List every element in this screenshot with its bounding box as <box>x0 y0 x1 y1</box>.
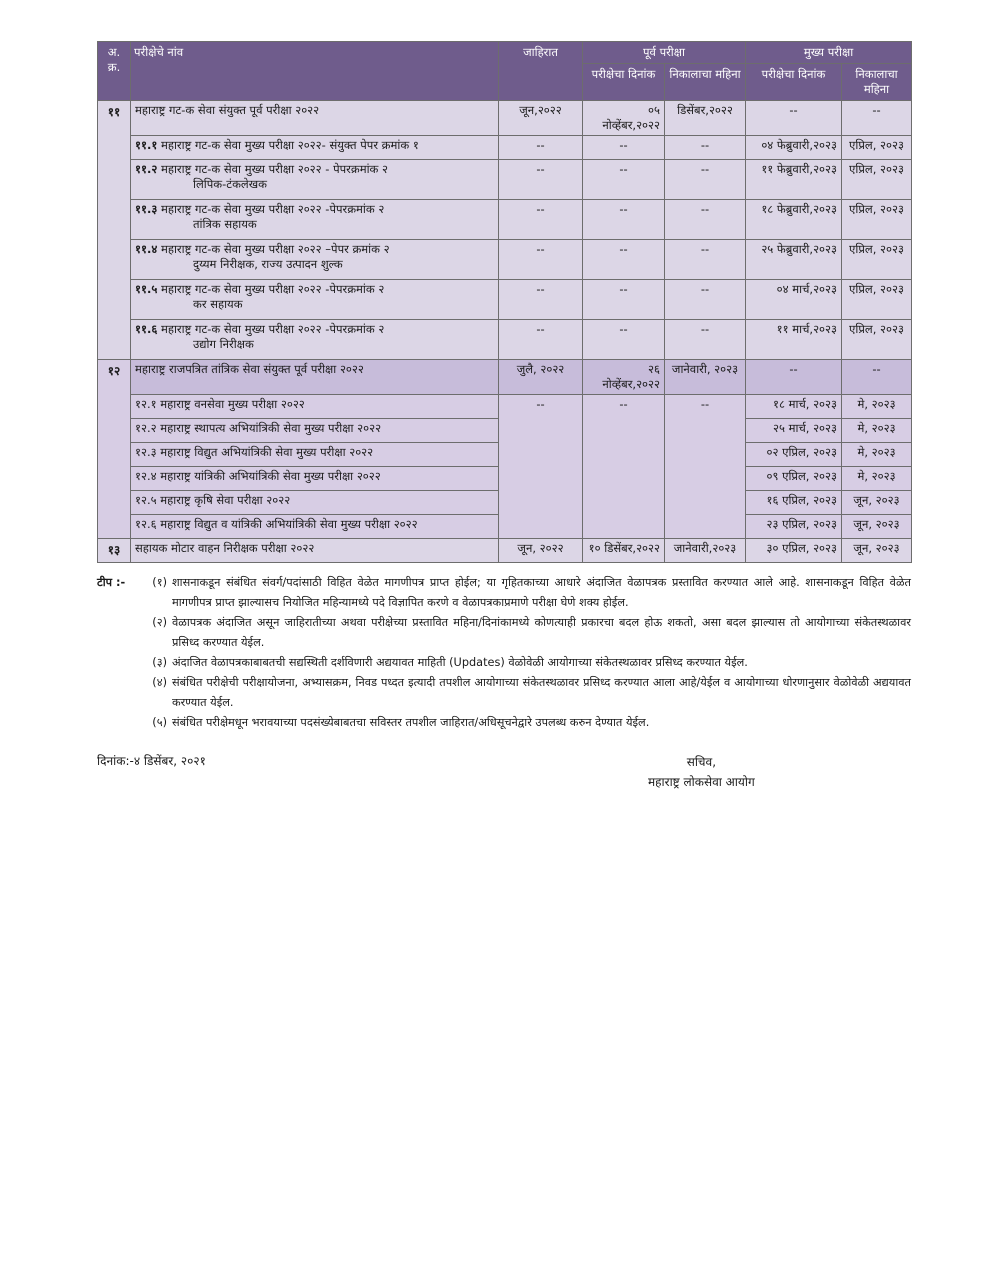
note-indent <box>97 713 137 733</box>
mains-result-cell: जून, २०२३ <box>842 491 912 515</box>
exam-name-cell: १२.५ महाराष्ट्र कृषि सेवा परीक्षा २०२२ <box>131 491 499 515</box>
sub-post: तांत्रिक सहायक <box>193 217 257 231</box>
prelim-date-cell: -- <box>583 320 665 360</box>
prelim-date-cell: -- <box>583 280 665 320</box>
mains-date-cell: १८ मार्च, २०२३ <box>746 395 842 419</box>
mains-date-cell: ०४ फेब्रुवारी,२०२३ <box>746 136 842 160</box>
exam-schedule-table <box>97 41 912 563</box>
prelim-result-cell: -- <box>665 200 746 240</box>
advert-cell: -- <box>499 320 583 360</box>
sub-number: ११.६ <box>135 322 158 336</box>
exam-name-cell <box>131 320 499 360</box>
signatory-title: सचिव, <box>686 755 717 769</box>
mains-result-cell: मे, २०२३ <box>842 419 912 443</box>
mains-result-cell: एप्रिल, २०२३ <box>842 160 912 200</box>
exam-name-cell: १२.६ महाराष्ट्र विद्युत व यांत्रिकी अभियांत्रिकी सेवा मुख्य परीक्षा २०२२ <box>131 515 499 539</box>
exam-schedule-sheet <box>97 41 911 563</box>
notes-section <box>97 573 911 733</box>
mains-result-cell: -- <box>842 360 912 395</box>
prelim-result-cell: जानेवारी,२०२३ <box>665 539 746 563</box>
signature-block <box>648 752 755 792</box>
prelim-result-cell: -- <box>665 240 746 280</box>
sub-number: ११.१ <box>135 138 158 152</box>
header-mains: मुख्य परीक्षा <box>746 42 912 64</box>
note-text: संबंधित परीक्षेमधून भरावयाच्या पदसंख्येबाबतचा सविस्तर तपशील जाहिरात/अधिसूचनेद्वारे उपलब्ध करुन देण्यात येईल. <box>172 716 650 729</box>
sub-post: कर सहायक <box>193 297 243 311</box>
mains-date-cell: ११ फेब्रुवारी,२०२३ <box>746 160 842 200</box>
mains-result-cell: मे, २०२३ <box>842 395 912 419</box>
mains-date-cell: ०४ मार्च,२०२३ <box>746 280 842 320</box>
mains-result-cell: जून, २०२३ <box>842 539 912 563</box>
mains-date-cell: ३० एप्रिल, २०२३ <box>746 539 842 563</box>
signatory-org: महाराष्ट्र लोकसेवा आयोग <box>648 775 755 789</box>
mains-result-cell: मे, २०२३ <box>842 467 912 491</box>
sub-title: महाराष्ट्र गट-क सेवा मुख्य परीक्षा २०२२ -पेपरक्रमांक २ <box>160 282 385 296</box>
header-mains-result: निकालाचा महिना <box>842 64 912 101</box>
prelim-date-cell: -- <box>583 136 665 160</box>
note-item <box>97 673 911 713</box>
note-number: (४) <box>152 676 167 689</box>
mains-date-cell: ११ मार्च,२०२३ <box>746 320 842 360</box>
table-row <box>98 136 912 160</box>
prelim-result-cell: डिसेंबर,२०२२ <box>665 101 746 136</box>
table-row <box>98 360 912 395</box>
note-number: (३) <box>152 656 167 669</box>
mains-date-cell: २५ फेब्रुवारी,२०२३ <box>746 240 842 280</box>
mains-result-cell: जून, २०२३ <box>842 515 912 539</box>
mains-date-cell: -- <box>746 101 842 136</box>
note-number: (५) <box>152 716 167 729</box>
sub-title: महाराष्ट्र गट-क सेवा मुख्य परीक्षा २०२२ -पेपरक्रमांक २ <box>160 202 385 216</box>
prelim-result-cell: -- <box>665 136 746 160</box>
exam-name-cell: १२.२ महाराष्ट्र स्थापत्य अभियांत्रिकी सेवा मुख्य परीक्षा २०२२ <box>131 419 499 443</box>
mains-date-cell: ०२ एप्रिल, २०२३ <box>746 443 842 467</box>
advert-cell: जून,२०२२ <box>499 101 583 136</box>
table-row <box>98 101 912 136</box>
mains-result-cell: एप्रिल, २०२३ <box>842 320 912 360</box>
header-sr: अ. क्र. <box>98 42 131 101</box>
sub-title: महाराष्ट्र गट-क सेवा मुख्य परीक्षा २०२२ - पेपरक्रमांक २ <box>160 162 389 176</box>
note-indent <box>97 673 137 713</box>
exam-name-cell <box>131 200 499 240</box>
header-advert: जाहिरात <box>499 42 583 101</box>
prelim-result-cell: -- <box>665 280 746 320</box>
advert-cell: जुलै, २०२२ <box>499 360 583 395</box>
mains-date-cell: -- <box>746 360 842 395</box>
group-number: ११ <box>98 101 131 360</box>
prelim-result-cell: -- <box>665 320 746 360</box>
prelim-result-cell: जानेवारी, २०२३ <box>665 360 746 395</box>
sub-number: ११.२ <box>135 162 158 176</box>
mains-result-cell: एप्रिल, २०२३ <box>842 136 912 160</box>
sub-number: ११.४ <box>135 242 158 256</box>
prelim-date-cell: ०५ नोव्हेंबर,२०२२ <box>583 101 665 136</box>
advert-cell: -- <box>499 240 583 280</box>
table-row <box>98 539 912 563</box>
group-number: १२ <box>98 360 131 539</box>
header-prelim-result: निकालाचा महिना <box>665 64 746 101</box>
sub-title: महाराष्ट्र गट-क सेवा मुख्य परीक्षा २०२२ -पेपरक्रमांक २ <box>160 322 385 336</box>
prelim-date-cell: -- <box>583 395 665 539</box>
table-row <box>98 240 912 280</box>
note-item <box>97 573 911 613</box>
mains-date-cell: २५ मार्च, २०२३ <box>746 419 842 443</box>
mains-date-cell: ०९ एप्रिल, २०२३ <box>746 467 842 491</box>
exam-name-cell: १२.३ महाराष्ट्र विद्युत अभियांत्रिकी सेवा मुख्य परीक्षा २०२२ <box>131 443 499 467</box>
advert-cell: -- <box>499 395 583 539</box>
note-text: अंदाजित वेळापत्रकाबाबतची सद्यस्थिती दर्शविणारी अद्ययावत माहिती (Updates) वेळोवेळी आयोगाच्या संकेतस्थळावर प्रसिध्द करण्यात येईल. <box>172 656 748 669</box>
note-indent <box>97 653 137 673</box>
table-row <box>98 320 912 360</box>
mains-result-cell: एप्रिल, २०२३ <box>842 280 912 320</box>
exam-name-cell: सहायक मोटार वाहन निरीक्षक परीक्षा २०२२ <box>131 539 499 563</box>
advert-cell: -- <box>499 200 583 240</box>
exam-name-cell <box>131 240 499 280</box>
sub-post: उद्योग निरीक्षक <box>193 337 254 351</box>
note-item <box>97 713 911 733</box>
group-number: १३ <box>98 539 131 563</box>
note-number: (१) <box>152 576 167 589</box>
prelim-date-cell: १० डिसेंबर,२०२२ <box>583 539 665 563</box>
table-row <box>98 280 912 320</box>
mains-result-cell: -- <box>842 101 912 136</box>
exam-name-cell <box>131 160 499 200</box>
note-indent <box>97 613 137 653</box>
mains-result-cell: एप्रिल, २०२३ <box>842 240 912 280</box>
advert-cell: -- <box>499 136 583 160</box>
note-text: संबंधित परीक्षेची परीक्षायोजना, अभ्यासक्रम, निवड पध्दत इत्यादी तपशील आयोगाच्या संकेतस्थळावर प्रसिध्द करण्यात आला आहे/येईल व आयोगाच्या धोरणानुसार वेळोवेळी अद्ययावत करण्यात येईल. <box>172 676 911 709</box>
exam-name-cell <box>131 280 499 320</box>
exam-name-cell: महाराष्ट्र गट-क सेवा संयुक्त पूर्व परीक्षा २०२२ <box>131 101 499 136</box>
document-date: दिनांक:-४ डिसेंबर, २०२१ <box>97 754 206 768</box>
mains-date-cell: २३ एप्रिल, २०२३ <box>746 515 842 539</box>
note-item <box>97 613 911 653</box>
prelim-result-cell: -- <box>665 395 746 539</box>
header-mains-date: परीक्षेचा दिनांक <box>746 64 842 101</box>
advert-cell: -- <box>499 160 583 200</box>
sub-post: लिपिक-टंकलेखक <box>193 177 267 191</box>
sub-post: दुय्यम निरीक्षक, राज्य उत्पादन शुल्क <box>193 257 343 271</box>
note-text: शासनाकडून संबंधित संवर्ग/पदांसाठी विहित वेळेत मागणीपत्र प्राप्त होईल; या गृहितकाच्या आधारे अंदाजित वेळापत्रक प्रस्तावित करण्यात आले आहे. शासनाकडून विहित वेळेत मागणीपत्र प्राप्त झाल्यासच नियोजित महिन्यामध्ये पदे विज्ञापित करणे व वेळापत्रकाप्रमाणे परीक्षा घेणे शक्य होईल. <box>172 576 911 609</box>
advert-cell: -- <box>499 280 583 320</box>
header-exam-name: परीक्षेचे नांव <box>131 42 499 101</box>
mains-date-cell: १६ एप्रिल, २०२३ <box>746 491 842 515</box>
sub-title: महाराष्ट्र गट-क सेवा मुख्य परीक्षा २०२२ –पेपर क्रमांक २ <box>160 242 390 256</box>
prelim-result-cell: -- <box>665 160 746 200</box>
prelim-date-cell: -- <box>583 160 665 200</box>
mains-result-cell: एप्रिल, २०२३ <box>842 200 912 240</box>
exam-name-cell: महाराष्ट्र राजपत्रित तांत्रिक सेवा संयुक्त पूर्व परीक्षा २०२२ <box>131 360 499 395</box>
exam-name-cell: १२.१ महाराष्ट्र वनसेवा मुख्य परीक्षा २०२२ <box>131 395 499 419</box>
exam-name-cell <box>131 136 499 160</box>
note-number: (२) <box>152 616 167 629</box>
prelim-date-cell: -- <box>583 200 665 240</box>
prelim-date-cell: -- <box>583 240 665 280</box>
mains-date-cell: १८ फेब्रुवारी,२०२३ <box>746 200 842 240</box>
mains-result-cell: मे, २०२३ <box>842 443 912 467</box>
sub-title: महाराष्ट्र गट-क सेवा मुख्य परीक्षा २०२२- संयुक्त पेपर क्रमांक १ <box>160 138 419 152</box>
prelim-date-cell: २६ नोव्हेंबर,२०२२ <box>583 360 665 395</box>
sub-number: ११.३ <box>135 202 158 216</box>
header-prelim: पूर्व परीक्षा <box>583 42 746 64</box>
note-text: वेळापत्रक अंदाजित असून जाहिरातीच्या अथवा परीक्षेच्या प्रस्तावित महिना/दिनांकामध्ये कोणत्याही प्रकारचा बदल होऊ शकतो, असा बदल झाल्यास तो आयोगाच्या संकेतस्थळावर प्रसिध्द करण्यात येईल. <box>172 616 911 649</box>
table-row <box>98 200 912 240</box>
header-prelim-date: परीक्षेचा दिनांक <box>583 64 665 101</box>
exam-name-cell: १२.४ महाराष्ट्र यांत्रिकी अभियांत्रिकी सेवा मुख्य परीक्षा २०२२ <box>131 467 499 491</box>
table-row <box>98 160 912 200</box>
advert-cell: जून, २०२२ <box>499 539 583 563</box>
table-row <box>98 395 912 419</box>
note-item <box>97 653 911 673</box>
sub-number: ११.५ <box>135 282 158 296</box>
notes-label: टीप :- <box>97 576 126 589</box>
